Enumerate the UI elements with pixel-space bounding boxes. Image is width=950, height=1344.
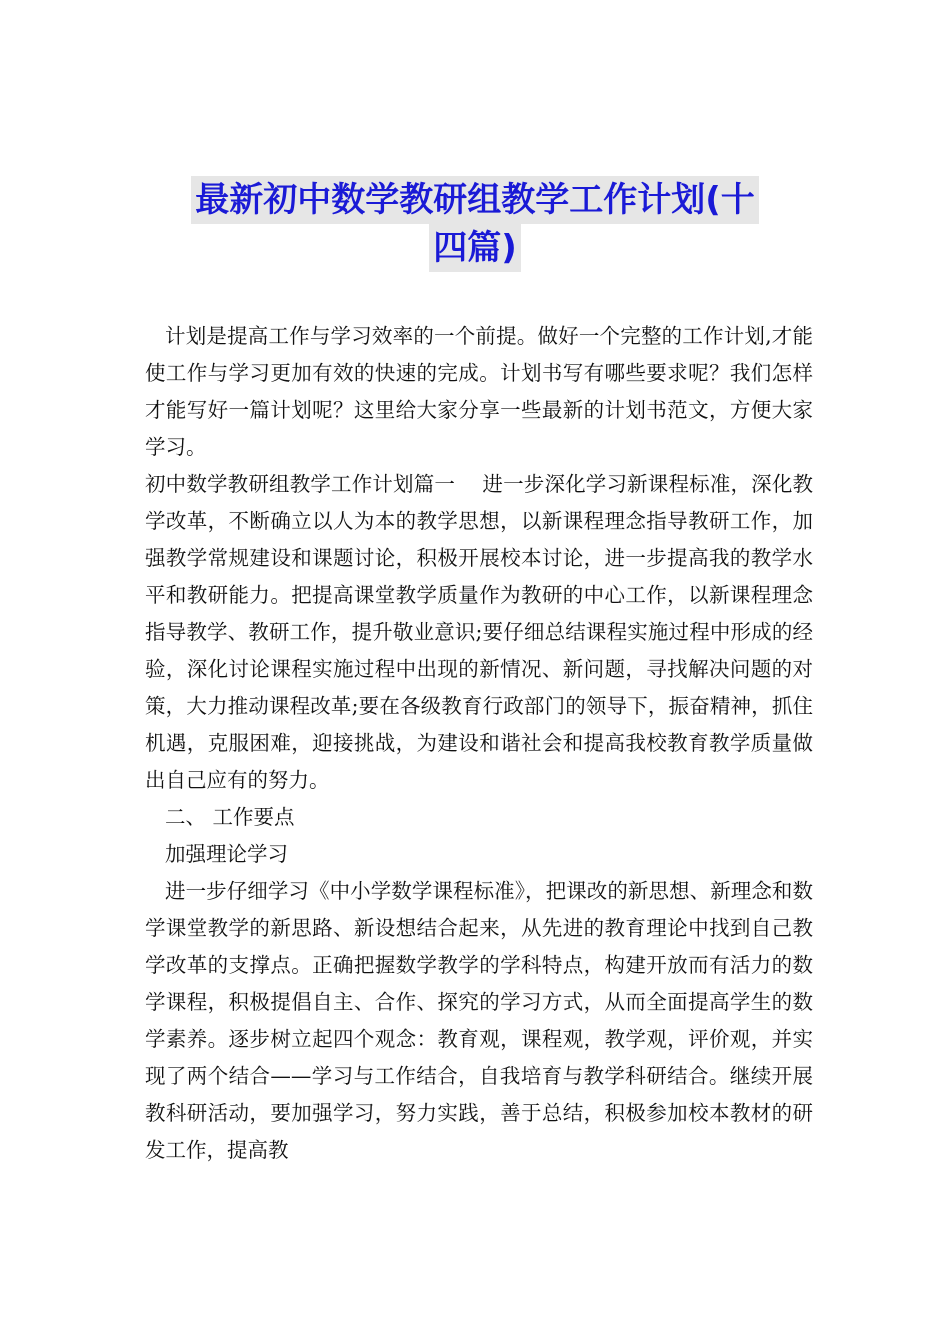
intro-paragraph: 计划是提高工作与学习效率的一个前提。做好一个完整的工作计划,才能使工作与学习更加有效的快速的完成。计划书写有哪些要求呢？我们怎样才能写好一篇计划呢？这里给大家分享一些最新的计划书范文，方便大家学习。 — [145, 324, 813, 459]
section-one-paragraph: 初中数学教研组教学工作计划篇一 进一步深化学习新课程标准，深化教学改革，不断确立以人为本的教学思想，以新课程理念指导教研工作，加强教学常规建设和课题讨论，积极开展校本讨论，进一步提高我的教学水平和教研能力。把提高课堂教学质量作为教研的中心工作，以新课程理念指导教学、教研工作，提升敬业意识;要仔细总结课程实施过程中形成的经验，深化讨论课程实施过程中出现的新情况、新问题，寻找解决问题的对策，大力推动课程改革;要在各级教育行政部门的领导下，振奋精神，抓住机遇，克服困难，迎接挑战，为建设和谐社会和提高我校教育教学质量做出自己应有的努力。 — [145, 472, 813, 792]
document-title — [150, 176, 800, 272]
title-line-1: 最新初中数学教研组教学工作计划(十 — [191, 176, 759, 224]
subheading-theory-study: 加强理论学习 — [165, 842, 288, 866]
theory-study-paragraph: 进一步仔细学习《中小学数学课程标准》，把课改的新思想、新理念和数学课堂教学的新思路、新设想结合起来，从先进的教育理论中找到自己教学改革的支撑点。正确把握数学教学的学科特点，构建开放而有活力的数学课程，积极提倡自主、合作、探究的学习方式，从而全面提高学生的数学素养。逐步树立起四个观念：教育观，课程观，教学观，评价观，并实现了两个结合——学习与工作结合，自我培育与教学科研结合。继续开展教科研活动，要加强学习，努力实践，善于总结，积极参加校本教材的研发工作，提高教 — [145, 879, 813, 1162]
document-body — [145, 318, 813, 1169]
title-line-2: 四篇) — [429, 224, 521, 272]
section-heading-work-points: 二、 工作要点 — [165, 805, 295, 829]
